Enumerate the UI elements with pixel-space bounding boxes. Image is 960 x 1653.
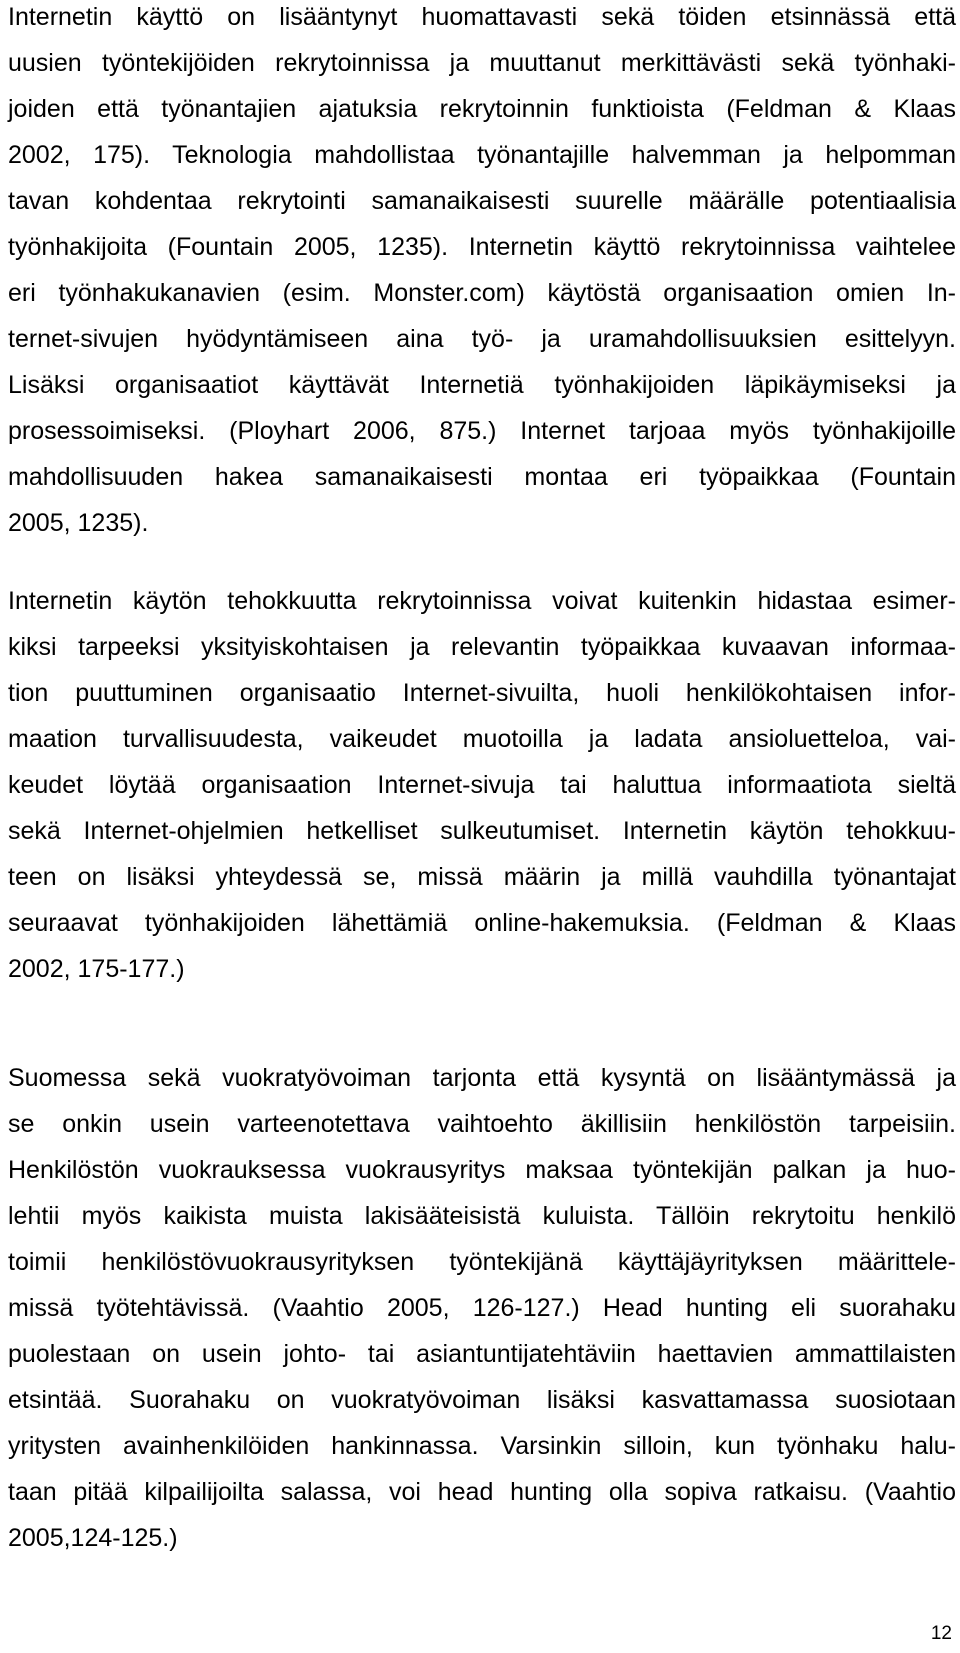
text-line: se onkin usein varteenotettava vaihtoehto äkillisiin henkilöstön tarpeisiin. bbox=[8, 1110, 956, 1138]
text-line: Internetin käytön tehokkuutta rekrytoinnissa voivat kuitenkin hidastaa esimer- bbox=[8, 587, 956, 615]
text-line: sekä Internet-ohjelmien hetkelliset sulkeutumiset. Internetin käytön tehokkuu- bbox=[8, 817, 956, 845]
text-line: mahdollisuuden hakea samanaikaisesti montaa eri työpaikkaa (Fountain bbox=[8, 463, 956, 491]
text-line: Suomessa sekä vuokratyövoiman tarjonta että kysyntä on lisääntymässä ja bbox=[8, 1064, 956, 1092]
text-line: Lisäksi organisaatiot käyttävät Internetiä työnhakijoiden läpikäymiseksi ja bbox=[8, 371, 956, 399]
text-line: 2005, 1235). bbox=[8, 509, 149, 537]
text-line: puolestaan on usein johto- tai asiantuntijatehtäviin haettavien ammattilaisten bbox=[8, 1340, 956, 1368]
text-line: missä työtehtävissä. (Vaahtio 2005, 126-127.) Head hunting eli suorahaku bbox=[8, 1294, 956, 1322]
text-line: tion puuttuminen organisaatio Internet-sivuilta, huoli henkilökohtaisen infor- bbox=[8, 679, 956, 707]
text-line: 2005,124-125.) bbox=[8, 1524, 178, 1552]
text-line: taan pitää kilpailijoilta salassa, voi head hunting olla sopiva ratkaisu. (Vaahtio bbox=[8, 1478, 956, 1506]
text-line: 2002, 175-177.) bbox=[8, 955, 185, 983]
text-line: työnhakijoita (Fountain 2005, 1235). Internetin käyttö rekrytoinnissa vaihtelee bbox=[8, 233, 956, 261]
text-line: kiksi tarpeeksi yksityiskohtaisen ja relevantin työpaikkaa kuvaavan informaa- bbox=[8, 633, 956, 661]
text-line: lehtii myös kaikista muista lakisääteisistä kuluista. Tällöin rekrytoitu henkilö bbox=[8, 1202, 956, 1230]
text-line: prosessoimiseksi. (Ployhart 2006, 875.) Internet tarjoaa myös työnhakijoille bbox=[8, 417, 956, 445]
text-line: etsintää. Suorahaku on vuokratyövoiman lisäksi kasvattamassa suosiotaan bbox=[8, 1386, 956, 1414]
text-line: ternet-sivujen hyödyntämiseen aina työ- ja uramahdollisuuksien esittelyyn. bbox=[8, 325, 956, 353]
text-line: yritysten avainhenkilöiden hankinnassa. Varsinkin silloin, kun työnhaku halu- bbox=[8, 1432, 956, 1460]
text-line: joiden että työnantajien ajatuksia rekrytoinnin funktioista (Feldman & Klaas bbox=[8, 95, 956, 123]
text-line: uusien työntekijöiden rekrytoinnissa ja muuttanut merkittävästi sekä työnhaki- bbox=[8, 49, 956, 77]
text-line: Internetin käyttö on lisääntynyt huomattavasti sekä töiden etsinnässä että bbox=[8, 3, 956, 31]
text-line: Henkilöstön vuokrauksessa vuokrausyritys maksaa työntekijän palkan ja huo- bbox=[8, 1156, 956, 1184]
text-line: toimii henkilöstövuokrausyrityksen työntekijänä käyttäjäyrityksen määrittele- bbox=[8, 1248, 956, 1276]
text-line: seuraavat työnhakijoiden lähettämiä online-hakemuksia. (Feldman & Klaas bbox=[8, 909, 956, 937]
text-line: 2002, 175). Teknologia mahdollistaa työnantajille halvemman ja helpomman bbox=[8, 141, 956, 169]
text-line: maation turvallisuudesta, vaikeudet muotoilla ja ladata ansioluetteloa, vai- bbox=[8, 725, 956, 753]
text-line: keudet löytää organisaation Internet-sivuja tai haluttua informaatiota sieltä bbox=[8, 771, 956, 799]
text-line: eri työnhakukanavien (esim. Monster.com) käytöstä organisaation omien In- bbox=[8, 279, 956, 307]
paragraph-internet-efficiency bbox=[8, 578, 956, 992]
paragraph-internet-recruitment bbox=[8, 0, 956, 546]
paragraph-staffing-headhunting bbox=[8, 1055, 956, 1561]
page-number: 12 bbox=[930, 1623, 952, 1644]
text-line: tavan kohdentaa rekrytointi samanaikaisesti suurelle määrälle potentiaalisia bbox=[8, 187, 956, 215]
text-line: teen on lisäksi yhteydessä se, missä määrin ja millä vauhdilla työnantajat bbox=[8, 863, 956, 891]
